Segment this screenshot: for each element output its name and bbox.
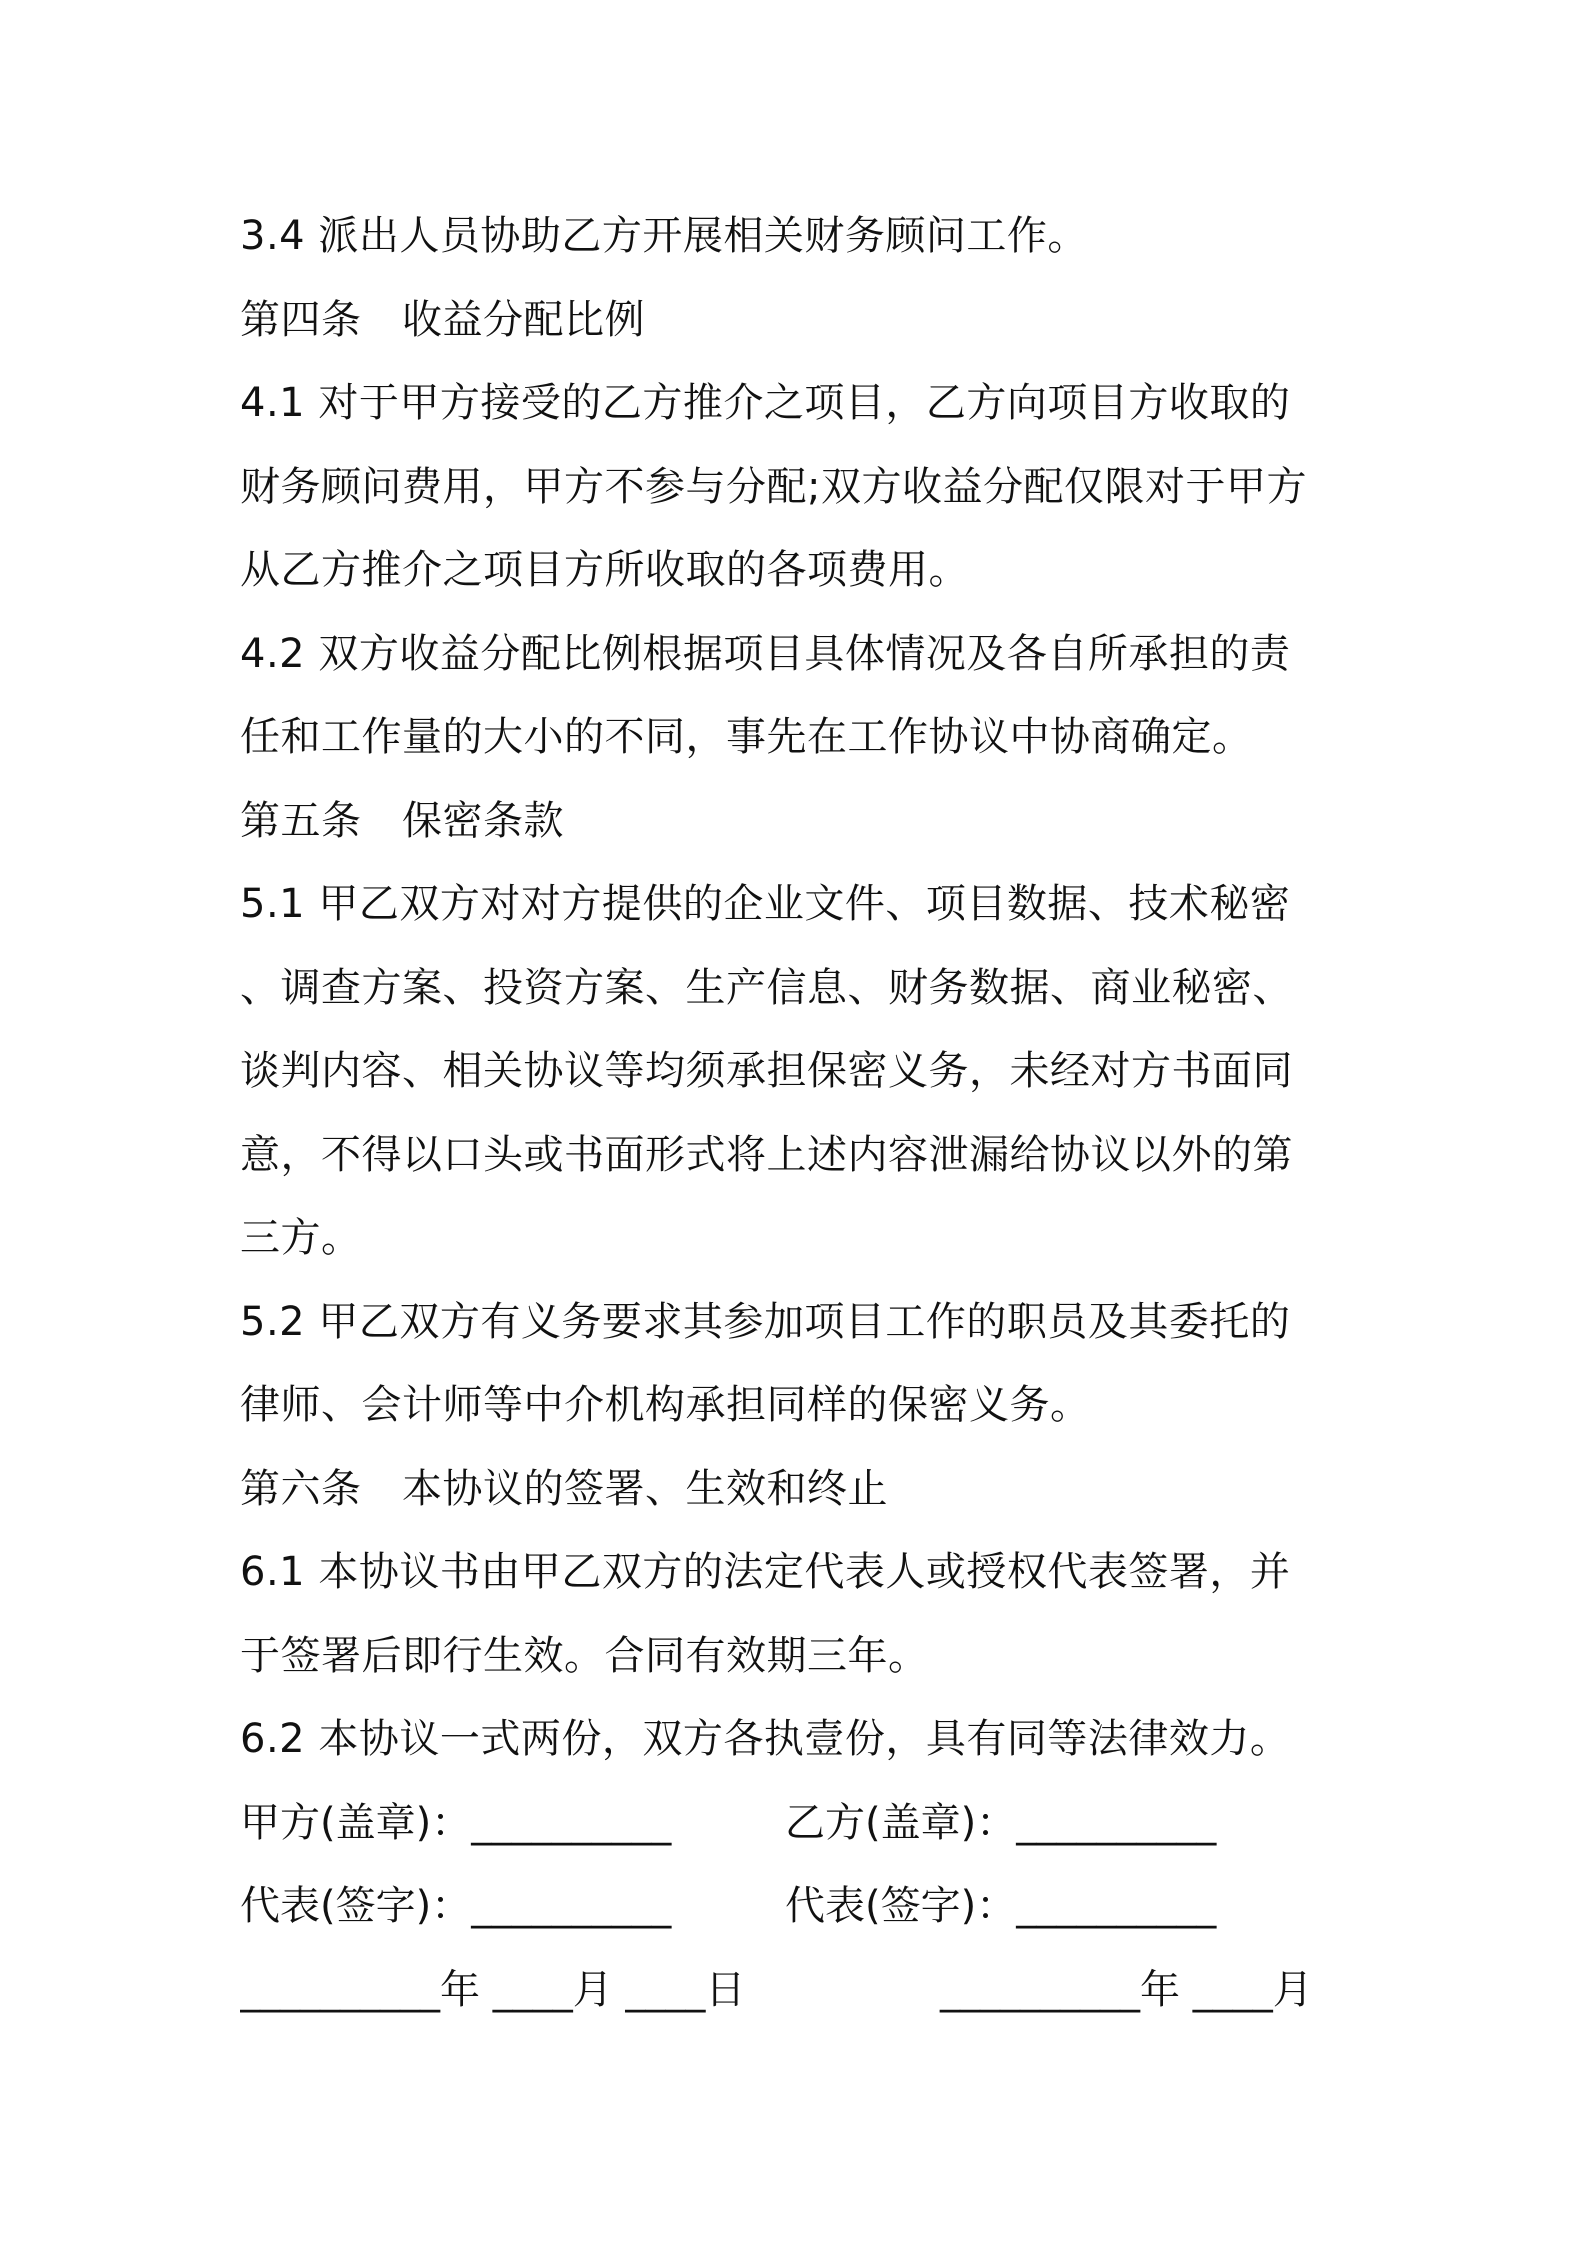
seal-row <box>240 1782 1360 1866</box>
clause-5-1-line-5: 三方。 <box>240 1215 362 1261</box>
party-a-date-field: __________年 ____月 ____日 <box>240 1966 746 2013</box>
clause-6-1-line-1: 6.1 本协议书由甲乙双方的法定代表人或授权代表签署，并 <box>240 1549 1291 1595</box>
clause-3-4: 3.4 派出人员协助乙方开展相关财务顾问工作。 <box>240 213 1088 259</box>
date-row <box>240 1949 1360 2033</box>
clause-5-1-line-2: 、调查方案、投资方案、生产信息、财务数据、商业秘密、 <box>240 964 1293 1011</box>
clause-4-1-line-2: 财务顾问费用，甲方不参与分配;双方收益分配仅限对于甲方 <box>240 463 1307 510</box>
clause-5-2-line-1: 5.2 甲乙双方有义务要求其参加项目工作的职员及其委托的 <box>240 1298 1291 1345</box>
clause-4-1-line-1: 4.1 对于甲方接受的乙方推介之项目，乙方向项目方收取的 <box>240 380 1291 426</box>
representative-row <box>240 1865 1360 1949</box>
clause-4-2-line-1: 4.2 双方收益分配比例根据项目具体情况及各自所承担的责 <box>240 630 1291 677</box>
clause-6-2: 6.2 本协议一式两份，双方各执壹份，具有同等法律效力。 <box>240 1716 1291 1762</box>
clause-6-1-line-2: 于签署后即行生效。合同有效期三年。 <box>240 1632 929 1679</box>
clause-5-2-line-2: 律师、会计师等中介机构承担同样的保密义务。 <box>240 1382 1091 1428</box>
clause-5-1-line-3: 谈判内容、相关协议等均须承担保密义务，未经对方书面同 <box>240 1048 1293 1094</box>
clause-5-1-line-4: 意，不得以口头或书面形式将上述内容泄漏给协议以外的第 <box>240 1131 1293 1178</box>
party-a-seal-field: 甲方(盖章)：__________ <box>240 1799 672 1846</box>
clause-4-2-line-2: 任和工作量的大小的不同，事先在工作协议中协商确定。 <box>240 714 1253 760</box>
clause-4-1-line-3: 从乙方推介之项目方所收取的各项费用。 <box>240 547 969 593</box>
party-a-rep-sign-field: 代表(签字)：__________ <box>240 1883 672 1929</box>
party-b-date-field: __________年 ____月 <box>940 1966 1313 2013</box>
article-6-heading: 第六条 本协议的签署、生效和终止 <box>240 1465 888 1512</box>
party-b-seal-field: 乙方(盖章)：__________ <box>785 1799 1217 1846</box>
clause-5-1-line-1: 5.1 甲乙双方对对方提供的企业文件、项目数据、技术秘密 <box>240 881 1291 927</box>
party-b-rep-sign-field: 代表(签字)：__________ <box>785 1883 1217 1929</box>
article-4-heading: 第四条 收益分配比例 <box>240 296 645 343</box>
document-body <box>240 195 1360 2032</box>
article-5-heading: 第五条 保密条款 <box>240 797 564 844</box>
